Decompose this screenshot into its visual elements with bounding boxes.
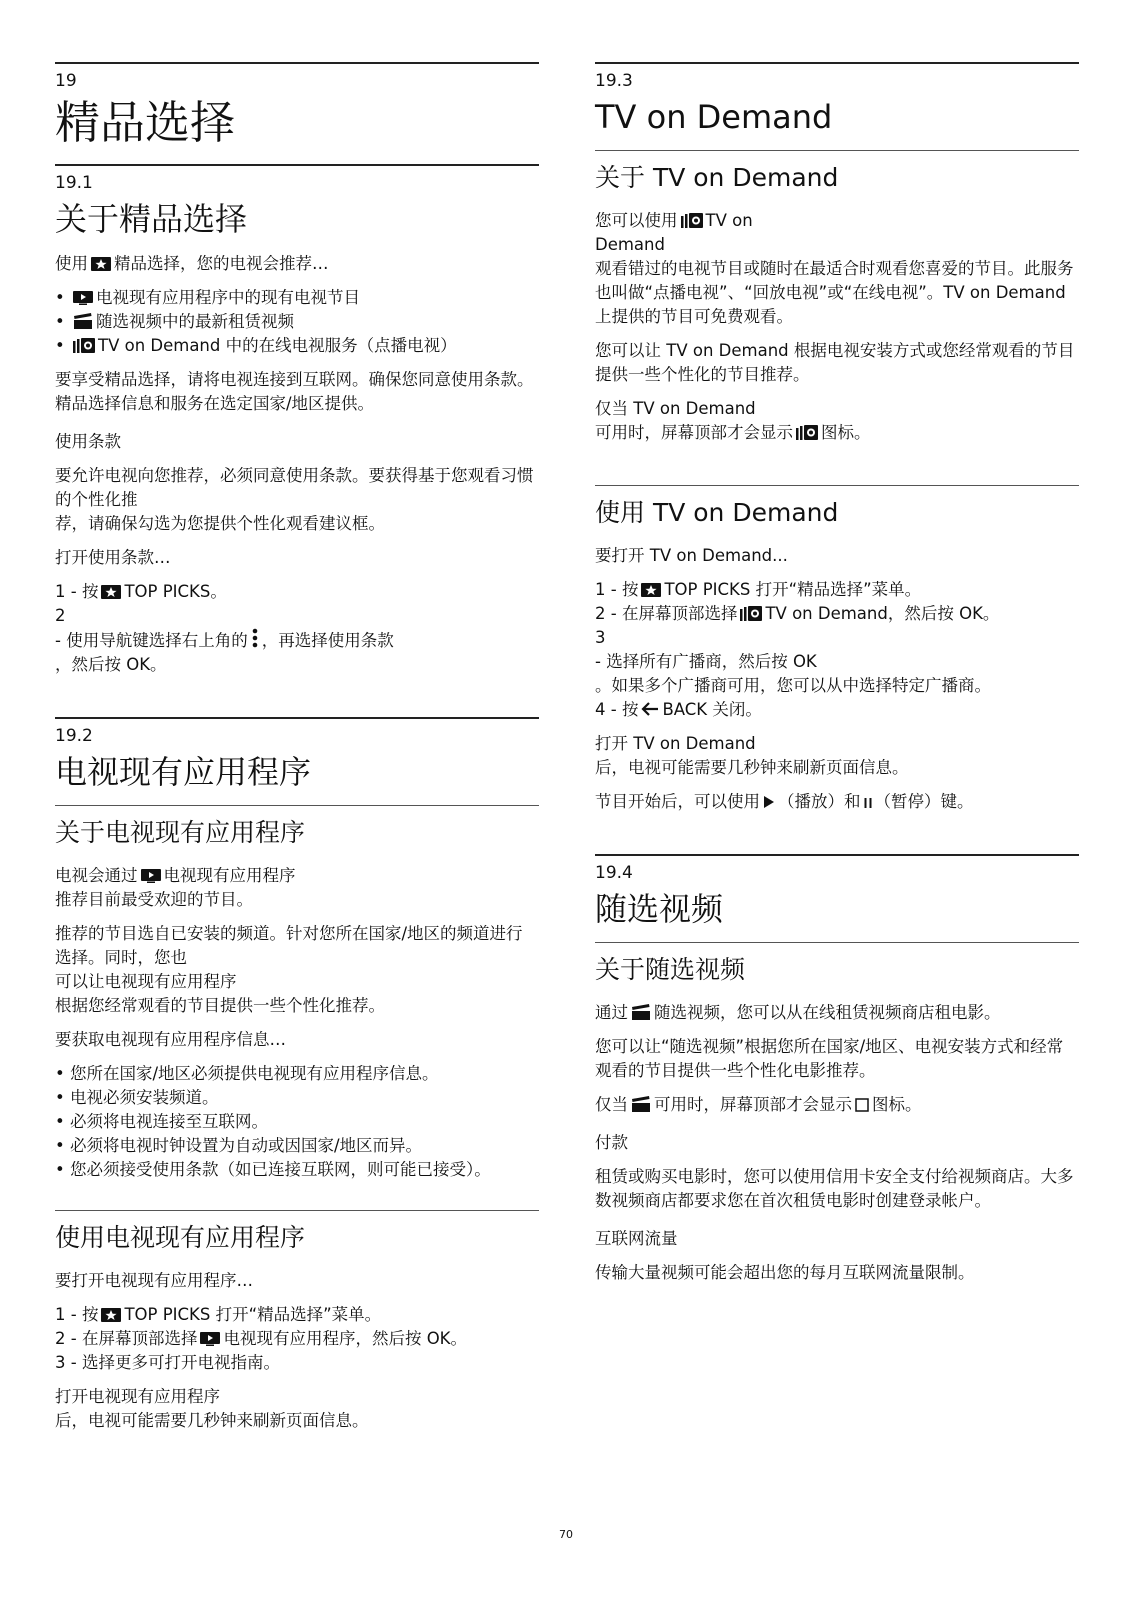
list-item: • 必须将电视连接至互联网。 — [55, 1112, 268, 1131]
section-rule — [595, 854, 1079, 856]
section-rule — [55, 62, 539, 64]
tv-on-demand-icon — [740, 606, 762, 621]
more-options-icon — [251, 628, 259, 648]
requirements-list — [55, 1062, 539, 1182]
pause-icon — [864, 797, 872, 809]
paragraph: 仅当 TV on Demand 可用时，屏幕顶部才会显示 图标。 — [595, 399, 871, 442]
section-rule — [55, 717, 539, 719]
subsection-title: 使用 TV on Demand — [595, 498, 839, 527]
section-title: TV on Demand — [595, 98, 833, 136]
subsection-title: 关于 TV on Demand — [595, 163, 839, 192]
subsection-rule — [595, 150, 1079, 151]
paragraph: 仅当 可用时，屏幕顶部才会显示 图标。 — [595, 1095, 922, 1114]
list-item: • TV on Demand 中的在线电视服务（点播电视） — [55, 336, 457, 355]
paragraph: 推荐的节目选自已安装的频道。针对您所在国家/地区的频道进行选择。同时，您也 可以让电视现有应用程序 根据您经常观看的节目提供一些个性化推荐。 — [55, 924, 523, 1015]
paragraph: 电视会通过 电视现有应用程序 推荐目前最受欢迎的节目。 — [55, 866, 296, 909]
tv-now-icon — [141, 869, 161, 883]
paragraph: 节目开始后，可以使用 （播放）和 （暂停）键。 — [595, 792, 974, 811]
paragraph: 要享受精品选择，请将电视连接到互联网。确保您同意使用条款。精品选择信息和服务在选定国家/地区提供。 — [55, 370, 534, 413]
subsection-rule — [55, 805, 539, 806]
paragraph: 要打开 TV on Demand... — [595, 546, 788, 565]
list-item: • 您所在国家/地区必须提供电视现有应用程序信息。 — [55, 1064, 439, 1083]
paragraph: 传输大量视频可能会超出您的每月互联网流量限制。 — [595, 1263, 975, 1282]
video-on-demand-icon — [631, 1096, 651, 1112]
tv-now-icon — [200, 1332, 220, 1346]
section-number: 19.3 — [595, 71, 633, 91]
section-number: 19.1 — [55, 173, 93, 193]
section-title: 随选视频 — [595, 890, 724, 928]
top-picks-icon — [101, 1308, 121, 1322]
chapter-number: 19 — [55, 71, 77, 91]
right-column — [595, 62, 1079, 1295]
paragraph: 您可以让 TV on Demand 根据电视安装方式或您经常观看的节目提供一些个性化的节目推荐。 — [595, 341, 1075, 384]
tv-on-demand-icon — [681, 213, 703, 228]
section-rule — [595, 62, 1079, 64]
top-picks-icon — [101, 585, 121, 599]
list-item: • 电视必须安装频道。 — [55, 1088, 219, 1107]
paragraph: 打开 TV on Demand 后，电视可能需要几秒钟来刷新页面信息。 — [595, 734, 909, 777]
subsection-rule — [595, 485, 1079, 486]
subheading: 互联网流量 — [595, 1229, 678, 1248]
paragraph: 要获取电视现有应用程序信息… — [55, 1030, 286, 1049]
step-list: 1 - 按 TOP PICKS 打开“精品选择”菜单。 2 - 在屏幕顶部选择 电视现有应用程序，然后按 OK。 3 - 选择更多可打开电视指南。 — [55, 1305, 468, 1372]
paragraph: 通过 随选视频，您可以从在线租赁视频商店租电影。 — [595, 1003, 1001, 1022]
section-rule — [55, 164, 539, 166]
section-number: 19.4 — [595, 863, 633, 883]
subsection-rule — [55, 1210, 539, 1211]
tv-on-demand-icon — [796, 425, 818, 440]
step-list: 1 - 按 TOP PICKS。 2 - 使用导航键选择右上角的 ，再选择使用条款 ，然后按 OK。 — [55, 582, 394, 674]
video-on-demand-icon — [631, 1004, 651, 1020]
subsection-rule — [595, 942, 1079, 943]
left-column — [55, 62, 539, 1443]
subsection-title: 关于随选视频 — [595, 955, 746, 984]
subsection-title: 使用电视现有应用程序 — [55, 1223, 306, 1252]
empty-square-icon — [855, 1098, 869, 1112]
subsection-title: 关于电视现有应用程序 — [55, 818, 306, 847]
list-item: • 您必须接受使用条款（如已连接互联网，则可能已接受）。 — [55, 1160, 491, 1179]
paragraph: 使用 精品选择，您的电视会推荐… — [55, 254, 329, 273]
section-number: 19.2 — [55, 726, 93, 746]
section-title: 电视现有应用程序 — [55, 753, 312, 791]
paragraph: 租赁或购买电影时，您可以使用信用卡安全支付给视频商店。大多数视频商店都要求您在首次租赁电影时创建登录帐户。 — [595, 1167, 1074, 1210]
subheading: 使用条款 — [55, 432, 121, 451]
step-list: 1 - 按 TOP PICKS 打开“精品选择”菜单。 2 - 在屏幕顶部选择 TV on Demand，然后按 OK。 3 - 选择所有广播商，然后按 OK 。如果多个广播商可用，您可以从中选择特定广播商。 4 - 按 BACK 关闭。 — [595, 580, 1000, 719]
feature-list — [55, 286, 539, 358]
chapter-title: 精品选择 — [55, 96, 236, 149]
top-picks-icon — [91, 257, 111, 271]
paragraph: 打开电视现有应用程序 后，电视可能需要几秒钟来刷新页面信息。 — [55, 1387, 369, 1430]
paragraph: 要打开电视现有应用程序… — [55, 1271, 253, 1290]
play-icon — [763, 795, 775, 809]
section-title: 关于精品选择 — [55, 200, 248, 238]
subheading: 付款 — [595, 1133, 628, 1152]
list-item: • 必须将电视时钟设置为自动或因国家/地区而异。 — [55, 1136, 423, 1155]
back-arrow-icon — [641, 701, 659, 717]
paragraph: 打开使用条款… — [55, 548, 171, 567]
paragraph: 要允许电视向您推荐，必须同意使用条款。要获得基于您观看习惯的个性化推 荐，请确保勾选为您提供个性化观看建议框。 — [55, 466, 534, 533]
video-on-demand-icon — [73, 313, 93, 329]
list-item: • 电视现有应用程序中的现有电视节目 — [55, 288, 360, 307]
paragraph: 您可以使用 TV on Demand 观看错过的电视节目或随时在最适合时观看您喜爱的节目。此服务也叫做“点播电视”、“回放电视”或“在线电视”。TV on Demand 上提供的节目可免费观看。 — [595, 211, 1074, 326]
tv-on-demand-icon — [73, 338, 95, 353]
tv-now-icon — [73, 291, 93, 305]
list-item: • 随选视频中的最新租赁视频 — [55, 312, 294, 331]
paragraph: 您可以让“随选视频”根据您所在国家/地区、电视安装方式和经常观看的节目提供一些个性化电影推荐。 — [595, 1037, 1064, 1080]
top-picks-icon — [641, 583, 661, 597]
page-number: 70 — [559, 1528, 573, 1541]
